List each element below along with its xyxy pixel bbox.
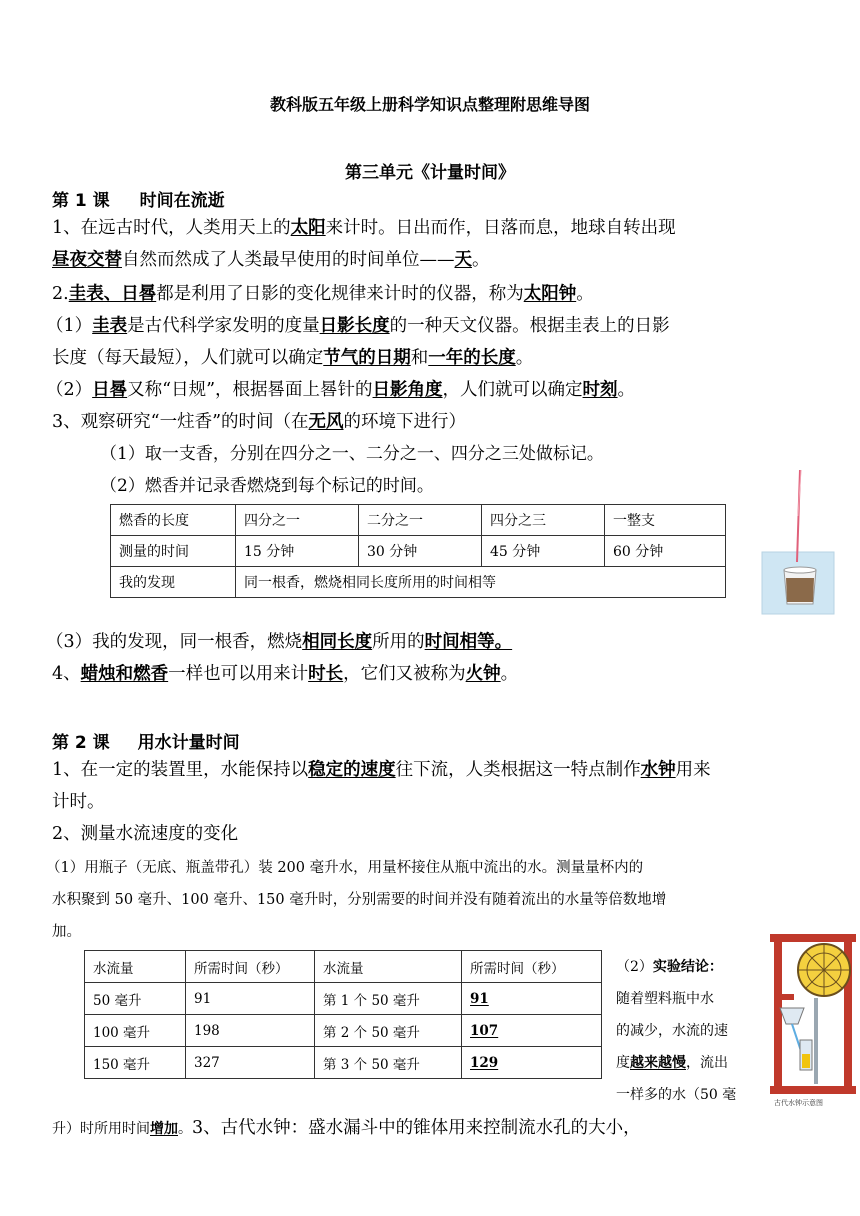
text: 升）时所用时间	[52, 1121, 150, 1137]
text: 又称“日规”，根据晷面上晷针的	[127, 380, 373, 400]
table-cell: 水流量	[315, 951, 462, 983]
unit-title: 第三单元《计量时间》	[345, 163, 515, 183]
lesson1-para3-line2	[52, 344, 533, 372]
lesson2-para1-line1	[52, 756, 711, 784]
text: （3）我的发现，同一根香，燃烧	[46, 632, 303, 652]
key-term: 日晷	[92, 380, 128, 400]
table-cell: 四分之三	[482, 505, 605, 536]
text: 。	[178, 1121, 192, 1137]
table-cell: 150 毫升	[85, 1047, 186, 1079]
lesson1-number: 第 1 课	[52, 191, 110, 211]
key-term: 太阳钟	[523, 284, 577, 304]
text: 。	[576, 284, 594, 304]
table-cell: 测量的时间	[111, 536, 236, 567]
key-term: 越来越慢	[630, 1055, 686, 1071]
conclusion-label: 实验结论：	[652, 959, 723, 975]
text: 3、观察研究“一炷香”的时间（在	[52, 412, 309, 432]
text: 长度（每天最短），人们就可以确定	[52, 348, 324, 368]
text: 1、在一定的装置里，水能保持以	[52, 760, 309, 780]
lesson2-para2: 2、测量水流速度的变化	[52, 824, 239, 844]
table-cell: 198	[186, 1015, 315, 1047]
lesson1-para2	[52, 280, 594, 308]
lesson2-para1-line2: 计时。	[52, 792, 105, 812]
text: 往下流，人类根据这一特点制作	[395, 760, 641, 780]
lesson1-name: 时间在流逝	[139, 191, 225, 211]
lesson2-para3-line3: 加。	[52, 924, 81, 940]
key-term: 水钟	[640, 760, 676, 780]
key-term: 一年的长度	[428, 348, 516, 368]
table-cell: 91	[462, 983, 602, 1015]
key-term: 无风	[308, 412, 344, 432]
lesson1-step1: （1）取一支香，分别在四分之一、二分之一、四分之三处做标记。	[100, 444, 604, 464]
table-cell: 100 毫升	[85, 1015, 186, 1047]
text: 4、	[52, 664, 81, 684]
table-cell: 同一根香，燃烧相同长度所用的时间相等	[236, 567, 726, 598]
lesson2-last-line	[52, 1114, 641, 1142]
text: ，人们就可以确定	[442, 380, 583, 400]
water-clock-illustration	[770, 924, 856, 1110]
text: 是古代科学家发明的度量	[127, 316, 320, 336]
table-cell: 第 1 个 50 毫升	[315, 983, 462, 1015]
table-cell: 45 分钟	[482, 536, 605, 567]
lesson2-para3-line2: 水积聚到 50 毫升、100 毫升、150 毫升时，分别需要的时间并没有随着流出的水量等倍数地增	[52, 892, 667, 908]
key-term: 蜡烛和燃香	[80, 664, 169, 684]
text: 。	[500, 664, 519, 684]
text: 的环境下进行）	[343, 412, 467, 432]
table-cell: 燃香的长度	[111, 505, 236, 536]
conclusion-line4	[616, 1052, 728, 1072]
key-term: 日影长度	[319, 316, 390, 336]
table-cell: 60 分钟	[605, 536, 726, 567]
lesson2-name: 用水计量时间	[137, 733, 240, 753]
incense-table	[110, 504, 726, 598]
text: 的一种天文仪器。根据圭表上的日影	[389, 316, 670, 336]
lesson1-para3-line1	[46, 312, 670, 340]
lesson2-para3-line1: （1）用瓶子（无底、瓶盖带孔）装 200 毫升水，用量杯接住从瓶中流出的水。测量量杯内的	[46, 860, 644, 876]
table-cell: 水流量	[85, 951, 186, 983]
key-term: 时刻	[582, 380, 618, 400]
key-term: 相同长度	[302, 632, 373, 652]
key-term: 时长	[308, 664, 344, 684]
table-cell: 二分之一	[359, 505, 482, 536]
key-term: 时间相等。	[424, 632, 513, 652]
key-term: 太阳	[290, 218, 326, 238]
lesson1-step2: （2）燃香并记录香燃烧到每个标记的时间。	[100, 476, 434, 496]
lesson1-para9	[52, 660, 518, 688]
lesson1-para4	[46, 376, 635, 404]
text: 3、古代水钟：盛水漏斗中的锥体用来控制流水孔的大小，	[192, 1118, 641, 1138]
table-cell: 第 3 个 50 毫升	[315, 1047, 462, 1079]
text: 2.	[52, 284, 69, 304]
key-term: 日影角度	[372, 380, 443, 400]
lesson1-para1-line1	[52, 214, 676, 242]
table-cell: 107	[462, 1015, 602, 1047]
lesson1-para1-line2	[52, 246, 490, 274]
table-cell: 所需时间（秒）	[462, 951, 602, 983]
table-cell: 50 毫升	[85, 983, 186, 1015]
lesson1-finding	[46, 628, 512, 656]
table-row	[111, 536, 726, 567]
water-clock-caption: 古代水钟示意图	[774, 1099, 823, 1107]
conclusion-line5: 一样多的水（50 毫	[616, 1087, 737, 1103]
text: 来计时。日出而作，日落而息，地球自转出现	[325, 218, 676, 238]
table-row	[85, 1047, 602, 1079]
table-row	[85, 951, 602, 983]
table-cell: 30 分钟	[359, 536, 482, 567]
text: 和	[410, 348, 429, 368]
conclusion-line3: 的减少，水流的速	[616, 1023, 728, 1039]
key-term: 增加	[150, 1121, 178, 1137]
text: 自然而然成了人类最早使用的时间单位——	[122, 250, 455, 270]
conclusion-line2: 随着塑料瓶中水	[616, 991, 714, 1007]
lesson1-heading	[52, 186, 225, 211]
table-row	[111, 505, 726, 536]
key-term: 节气的日期	[323, 348, 411, 368]
table-cell: 129	[462, 1047, 602, 1079]
table-row	[85, 1015, 602, 1047]
table-row	[85, 983, 602, 1015]
water-flow-table	[84, 950, 602, 1079]
document-title: 教科版五年级上册科学知识点整理附思维导图	[269, 95, 590, 114]
text: （1）	[46, 316, 93, 336]
text: （2）	[616, 959, 653, 975]
lesson2-number: 第 2 课	[52, 733, 110, 753]
table-cell: 91	[186, 983, 315, 1015]
key-term: 天	[454, 250, 472, 270]
lesson1-para5	[52, 408, 466, 436]
table-cell: 15 分钟	[236, 536, 359, 567]
table-cell: 所需时间（秒）	[186, 951, 315, 983]
text: 用来	[675, 760, 711, 780]
text: ，流出	[686, 1055, 728, 1071]
table-cell: 327	[186, 1047, 315, 1079]
table-cell: 我的发现	[111, 567, 236, 598]
text: ，它们又被称为	[343, 664, 466, 684]
text: 一样也可以用来计	[168, 664, 309, 684]
text: 所用的	[372, 632, 425, 652]
conclusion-line1	[616, 956, 723, 976]
table-cell: 第 2 个 50 毫升	[315, 1015, 462, 1047]
text: 。	[617, 380, 636, 400]
text: 度	[616, 1055, 630, 1071]
key-term: 昼夜交替	[52, 250, 122, 270]
table-cell: 四分之一	[236, 505, 359, 536]
text: 1、在远古时代，人类用天上的	[52, 218, 291, 238]
table-row	[111, 567, 726, 598]
key-term: 圭表、日晷	[68, 284, 157, 304]
text: （2）	[46, 380, 93, 400]
text: 。	[472, 250, 490, 270]
key-term: 稳定的速度	[308, 760, 396, 780]
table-cell: 一整支	[605, 505, 726, 536]
key-term: 圭表	[92, 316, 128, 336]
incense-cup-illustration	[760, 466, 836, 618]
lesson2-heading	[52, 728, 240, 753]
key-term: 火钟	[465, 664, 501, 684]
text: 。	[515, 348, 534, 368]
text: 都是利用了日影的变化规律来计时的仪器，称为	[156, 284, 524, 304]
